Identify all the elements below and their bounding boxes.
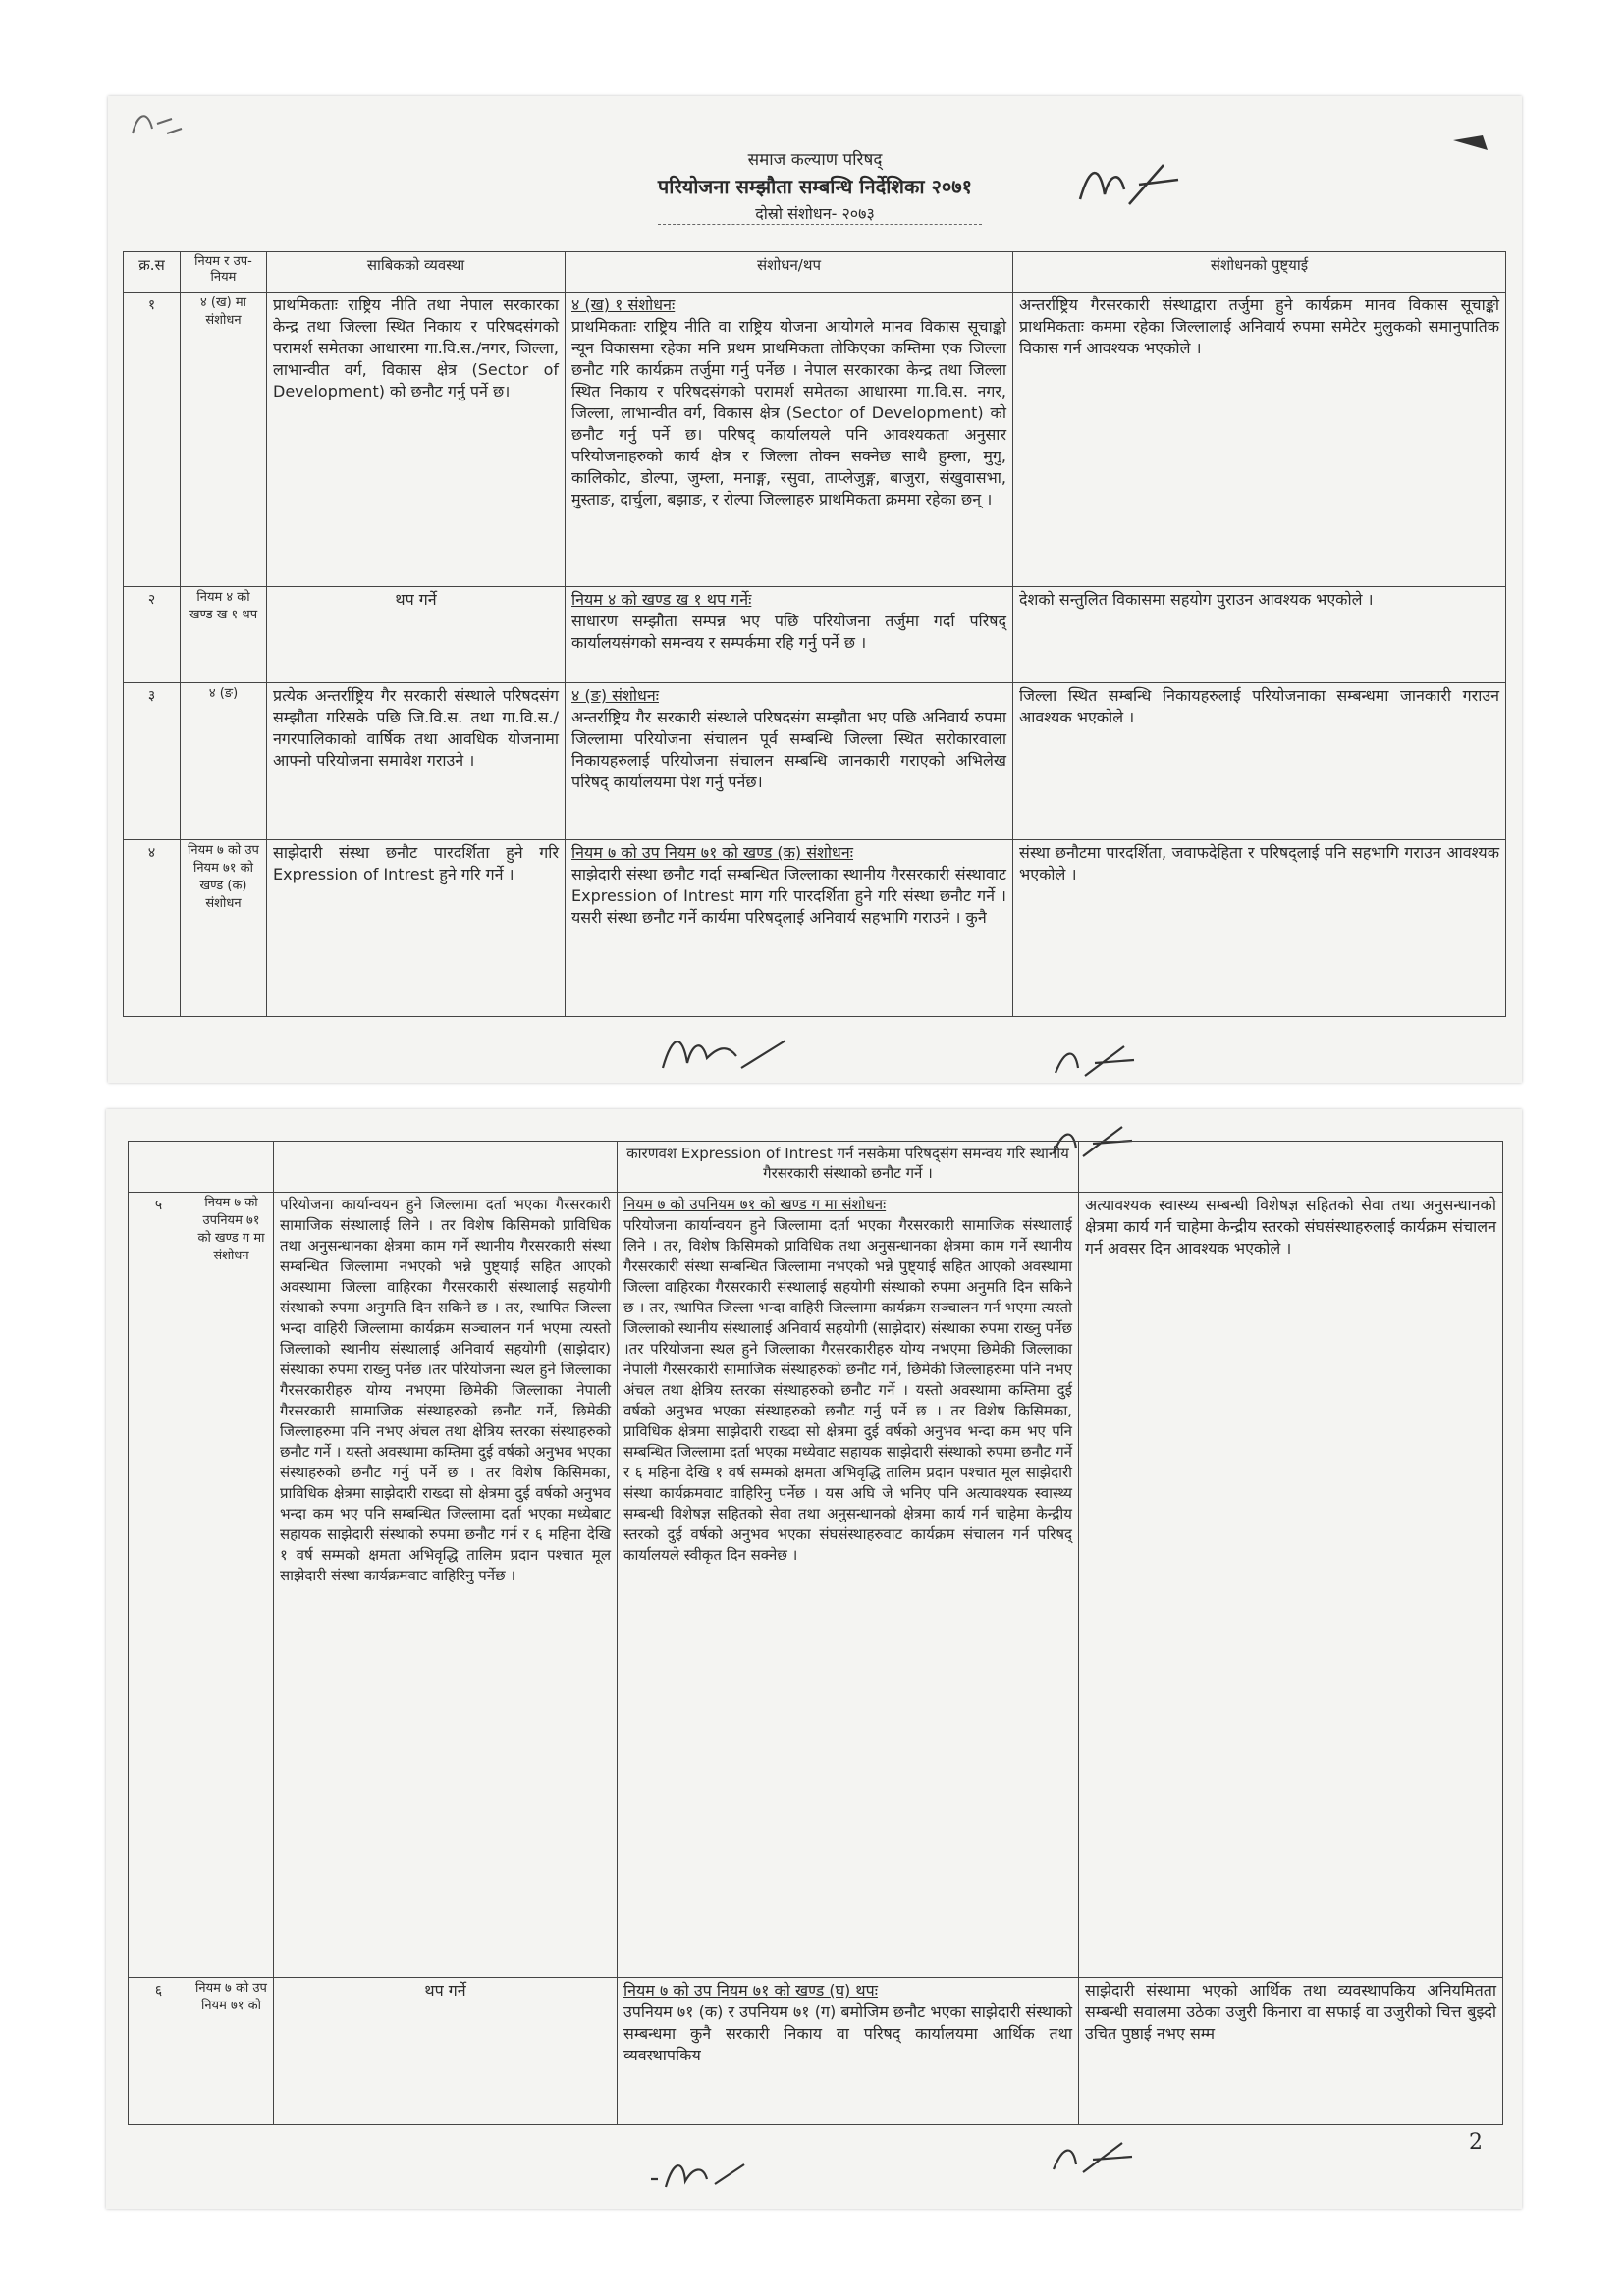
signature-mark bbox=[1049, 2135, 1137, 2183]
row-existing-empty bbox=[274, 1142, 618, 1193]
table-row bbox=[129, 1193, 1503, 1978]
col-header-existing: साबिकको व्यवस्था bbox=[267, 252, 566, 293]
row-sn-empty bbox=[129, 1142, 189, 1193]
amendment-text: साझेदारी संस्था छनौट गर्दा सम्बन्धित जिल्लाका स्थानीय गैरसरकारी संस्थावाट Expression of Intrest माग गरि पारदर्शिता हुने गरि संस्था छनौट गर्ने । यसरी संस्था छनौट गर्ने कार्यमा परिषद्लाई अनिवार्य सहभागि गराउने । कुनै bbox=[571, 865, 1006, 927]
row-amendment bbox=[618, 1193, 1079, 1978]
signature-mark bbox=[1051, 1039, 1139, 1083]
document-sheet-bottom bbox=[106, 1109, 1522, 2209]
row-sn: ४ bbox=[124, 840, 181, 1017]
col-header-sn: क्र.स bbox=[124, 252, 181, 293]
row-justification: अत्यावश्यक स्वास्थ्य सम्बन्धी विशेषज्ञ सहितको सेवा तथा अनुसन्धानको क्षेत्रमा कार्य गर्न चाहेमा केन्द्रीय स्तरको संघसंस्थाहरुलाई कार्यक्रम संचालन गर्न अवसर दिन आवश्यक भएकोले । bbox=[1079, 1193, 1503, 1978]
col-header-rule: नियम र उप-नियम bbox=[181, 252, 267, 293]
row-rule: नियम ७ को उप नियम ७१ को bbox=[189, 1978, 274, 2125]
document-title: परियोजना सम्झौता सम्बन्धि निर्देशिका २०७१ bbox=[657, 175, 973, 198]
row-justification: देशको सन्तुलित विकासमा सहयोग पुराउन आवश्यक भएकोले । bbox=[1013, 587, 1506, 683]
document-subtitle: दोस्रो संशोधन- २०७३ bbox=[755, 204, 875, 223]
row-justification-empty bbox=[1079, 1142, 1503, 1193]
table-row-continuation bbox=[129, 1142, 1503, 1193]
amendment-text: प्राथमिकताः राष्ट्रिय नीति वा राष्ट्रिय योजना आयोगले मानव विकास सूचाङ्को न्यून विकासमा रहेका मनि प्रथम प्राथमिकता तोकिएका कम्तिमा एक जिल्ला छनौट गरि कार्यक्रम तर्जुमा गर्नु पर्नेछ । नेपाल सरकारका केन्द्र तथा जिल्ला स्थित निकाय र परिषदसंगको परामर्श समेतका आधारमा गा.वि.स. नगर, जिल्ला, लाभान्वीत वर्ग, विकास क्षेत्र (Sector of Development) को छनौट गर्नु पर्ने छ। परिषद् कार्यालयले पनि आवश्यकता अनुसार परियोजनाहरुको कार्य क्षेत्र र जिल्ला तोक्न सक्नेछ साथै हुम्ला, मुगु, कालिकोट, डोल्पा, जुम्ला, मनाङ्ग, रसुवा, ताप्लेजुङ्ग, बाजुरा, संखुवासभा, मुस्ताङ, दार्चुला, बझाङ, र रोल्पा जिल्लाहरु प्राथमिकता क्रममा रहेका छन् । bbox=[571, 317, 1006, 508]
table-header-row bbox=[124, 252, 1506, 293]
row-sn: १ bbox=[124, 293, 181, 587]
row-existing: प्राथमिकताः राष्ट्रिय नीति तथा नेपाल सरकारका केन्द्र तथा जिल्ला स्थित निकाय र परिषदसंगको परामर्श समेतका आधारमा गा.वि.स./नगर, जिल्ला, लाभान्वीत वर्ग, विकास क्षेत्र (Sector of Development) को छनौट गर्नु पर्ने छ। bbox=[267, 293, 566, 587]
row-existing: साझेदारी संस्था छनौट पारदर्शिता हुने गरि Expression of Intrest हुने गरि गर्ने । bbox=[267, 840, 566, 1017]
signature-mark bbox=[658, 1029, 795, 1083]
amendment-table-bottom bbox=[128, 1141, 1503, 2125]
row-sn: ५ bbox=[129, 1193, 189, 1978]
amendment-heading: नियम ७ को उपनियम ७१ को खण्ड ग मा संशोधनः bbox=[623, 1196, 887, 1213]
row-amendment bbox=[566, 683, 1013, 840]
row-sn: ६ bbox=[129, 1978, 189, 2125]
table-row bbox=[124, 587, 1506, 683]
signature-mark bbox=[646, 2150, 754, 2198]
row-justification: जिल्ला स्थित सम्बन्धि निकायहरुलाई परियोजनाका सम्बन्धमा जानकारी गराउन आवश्यक भएकोले । bbox=[1013, 683, 1506, 840]
row-existing: थप गर्ने bbox=[274, 1978, 618, 2125]
table-row bbox=[124, 840, 1506, 1017]
row-existing: प्रत्येक अन्तर्राष्ट्रिय गैर सरकारी संस्थाले परिषदसंग सम्झौता गरिसके पछि जि.वि.स. तथा गा.वि.स./नगरपालिकाको वार्षिक तथा आवधिक योजनामा आफ्नो परियोजना समावेश गराउने । bbox=[267, 683, 566, 840]
amendment-heading: नियम ७ को उप नियम ७१ को खण्ड (घ) थपः bbox=[623, 1981, 878, 2000]
row-sn: ३ bbox=[124, 683, 181, 840]
row-amendment bbox=[618, 1978, 1079, 2125]
page-number: 2 bbox=[1469, 2130, 1483, 2155]
row-rule-empty bbox=[189, 1142, 274, 1193]
row-rule: ४ (ङ) bbox=[181, 683, 267, 840]
signature-mark bbox=[1070, 155, 1188, 218]
row-justification: संस्था छनौटमा पारदर्शिता, जवाफदेहिता र परिषद्लाई पनि सहभागि गराउन आवश्यक भएकोले । bbox=[1013, 840, 1506, 1017]
table-row bbox=[129, 1978, 1503, 2125]
row-justification: अन्तर्राष्ट्रिय गैरसरकारी संस्थाद्वारा तर्जुमा हुने कार्यक्रम मानव विकास सूचाङ्को प्राथमिकताः कममा रहेका जिल्लालाई अनिवार्य रुपमा समेटेर मुलुकको समानुपातिक विकास गर्न आवश्यक भएकोले । bbox=[1013, 293, 1506, 587]
row-existing: परियोजना कार्यान्वयन हुने जिल्लामा दर्ता भएका गैरसरकारी सामाजिक संस्थालाई लिने । तर विशेष किसिमको प्राविधिक तथा अनुसन्धानका क्षेत्रमा काम गर्ने स्थानीय गैरसरकारी संस्था सम्बन्धित जिल्लामा नभएको भन्ने पुष्ट्याई सहित आएको अवस्थामा जिल्ला वाहिरका गैरसरकारी संस्थालाई सहयोगी संस्थाको रुपमा अनुमति दिन सकिने छ । तर, स्थापित जिल्ला भन्दा वाहिरी जिल्लामा कार्यक्रम सञ्चालन गर्न भएमा त्यस्तो जिल्लाको स्थानीय संस्थालाई अनिवार्य सहयोगी (साझेदार) संस्थाका रुपमा राख्नु पर्नेछ ।तर परियोजना स्थल हुने जिल्लाका गैरसरकारीहरु योग्य नभएमा छिमेकी जिल्लाका नेपाली गैरसरकारी सामाजिक संस्थाहरुको छनौट गर्ने, छिमेकी जिल्लाहरुमा पनि नभए अंचल तथा क्षेत्रिय स्तरका संस्थाहरुको छनौट गर्ने । यस्तो अवस्थामा कम्तिमा दुई वर्षको अनुभव भएका संस्थाहरुको छनौट गर्नु पर्ने छ । तर विशेष किसिमका, प्राविधिक क्षेत्रमा साझेदारी राख्दा सो क्षेत्रमा दुई वर्षको अनुभव भन्दा कम भए पनि सम्बन्धित जिल्लामा दर्ता भएका मध्येबाट सहायक साझेदारी संस्थाको रुपमा छनौट गर्न र ६ महिना देखि १ वर्ष सम्मको क्षमता अभिवृद्धि तालिम प्रदान पश्चात मूल साझेदारी संस्था कार्यक्रमवाट वाहिरिनु पर्नेछ । bbox=[274, 1193, 618, 1978]
amendment-heading: ४ (ख) १ संशोधनः bbox=[571, 295, 676, 314]
document-sheet-top bbox=[108, 96, 1522, 1083]
amendment-text: उपनियम ७१ (क) र उपनियम ७१ (ग) बमोजिम छनौट भएका साझेदारी संस्थाको सम्बन्धमा कुनै सरकारी निकाय वा परिषद् कार्यालयमा आर्थिक तथा व्यवस्थापकिय bbox=[623, 2002, 1072, 2064]
row-rule: ४ (ख) मा संशोधन bbox=[181, 293, 267, 587]
amendment-text: साधारण सम्झौता सम्पन्न भए पछि परियोजना तर्जुमा गर्दा परिषद् कार्यालयसंगको समन्वय र सम्पर्कमा रहि गर्नु पर्ने छ । bbox=[571, 612, 1006, 652]
col-header-justification: संशोधनको पुष्ट्याई bbox=[1013, 252, 1506, 293]
col-header-amendment: संशोधन/थप bbox=[566, 252, 1013, 293]
row-amendment bbox=[566, 293, 1013, 587]
row-rule: नियम ४ को खण्ड ख १ थप bbox=[181, 587, 267, 683]
row-amendment bbox=[566, 840, 1013, 1017]
amendment-heading: ४ (ङ) संशोधनः bbox=[571, 686, 659, 705]
header-divider bbox=[658, 224, 982, 225]
row-rule: नियम ७ को उप नियम ७१ को खण्ड (क) संशोधन bbox=[181, 840, 267, 1017]
row-sn: २ bbox=[124, 587, 181, 683]
corner-scribble-mark bbox=[128, 104, 187, 150]
amendment-table-top bbox=[123, 251, 1506, 1017]
table-row bbox=[124, 293, 1506, 587]
amendment-text: अन्तर्राष्ट्रिय गैर सरकारी संस्थाले परिषदसंग सम्झौता भए पछि अनिवार्य रुपमा जिल्लामा परियोजना संचालन पूर्व सम्बन्धि जिल्ला स्थित सरोकारवाला निकायहरुलाई परियोजना संचालन सम्बन्धि जानकारी गराएको अभिलेख परिषद् कार्यालयमा पेश गर्नु पर्नेछ। bbox=[571, 708, 1006, 791]
row-amendment bbox=[566, 587, 1013, 683]
org-name: समाज कल्याण परिषद् bbox=[747, 150, 883, 170]
amendment-heading: नियम ७ को उप नियम ७१ को खण्ड (क) संशोधनः bbox=[571, 843, 854, 862]
row-justification: साझेदारी संस्थामा भएको आर्थिक तथा व्यवस्थापकिय अनियमितता सम्बन्धी सवालमा उठेका उजुरी किनारा वा सफाई वा उजुरीको चित्त बुझ्दो उचित पुष्ठाई नभए सम्म bbox=[1079, 1978, 1503, 2125]
amendment-text: परियोजना कार्यान्वयन हुने जिल्लामा दर्ता भएका गैरसरकारी सामाजिक संस्थालाई लिने । तर, विशेष किसिमको प्राविधिक तथा अनुसन्धानका क्षेत्रमा काम गर्ने स्थानीय गैरसरकारी संस्था सम्बन्धित जिल्लामा नभएको भन्ने पुष्ट्याई सहित आएको अवस्थामा जिल्ला वाहिरका गैरसरकारी संस्थालाई सहयोगी संस्थाको रुपमा अनुमति दिन सकिने छ । तर, स्थापित जिल्ला भन्दा वाहिरी जिल्लामा कार्यक्रम सञ्चालन गर्न भएमा त्यस्तो जिल्लाको स्थानीय संस्थालाई अनिवार्य सहयोगी (साझेदार) संस्थाका रुपमा राख्नु पर्नेछ ।तर परियोजना स्थल हुने जिल्लाका गैरसरकारीहरु योग्य नभएमा छिमेकी जिल्लाका नेपाली गैरसरकारी सामाजिक संस्थाहरुको छनौट गर्ने, छिमेकी जिल्लाहरुमा पनि नभए अंचल तथा क्षेत्रिय स्तरका संस्थाहरुको छनौट गर्ने । यस्तो अवस्थामा कम्तिमा दुई वर्षको अनुभव भएका संस्थाहरुको छनौट गर्नु पर्ने छ । तर विशेष किसिमका, प्राविधिक क्षेत्रमा साझेदारी राख्दा सो क्षेत्रमा दुई वर्षको अनुभव भन्दा कम भए पनि सम्बन्धित जिल्लामा दर्ता भएका मध्येवाट सहायक साझेदारी संस्थाको रुपमा छनौट गर्ने र ६ महिना देखि १ वर्ष सम्मको क्षमता अभिवृद्धि तालिम प्रदान पश्चात मूल साझेदारी संस्था कार्यक्रमवाट वाहिरिनु पर्नेछ । यस अघि जे भनिए पनि अत्यावश्यक स्वास्थ्य सम्बन्धी विशेषज्ञ सहितको सेवा तथा अनुसन्धानको क्षेत्रमा कार्य गर्न चाहेमा केन्द्रीय स्तरको दुई वर्षको अनुभव भएका संघसंस्थाहरुवाट कार्यक्रम संचालन गर्न परिषद् कार्यालयले स्वीकृत दिन सक्नेछ । bbox=[623, 1216, 1072, 1564]
continuation-text: कारणवश Expression of Intrest गर्न नसकेमा परिषद्संग समन्वय गरि स्थानीय गैरसरकारी संस्थाको छनौट गर्ने । bbox=[618, 1142, 1079, 1193]
amendment-heading: नियम ४ को खण्ड ख १ थप गर्नेः bbox=[571, 590, 752, 609]
row-existing: थप गर्ने bbox=[267, 587, 566, 683]
row-rule: नियम ७ को उपनियम ७१ को खण्ड ग मा संशोधन bbox=[189, 1193, 274, 1978]
table-row bbox=[124, 683, 1506, 840]
